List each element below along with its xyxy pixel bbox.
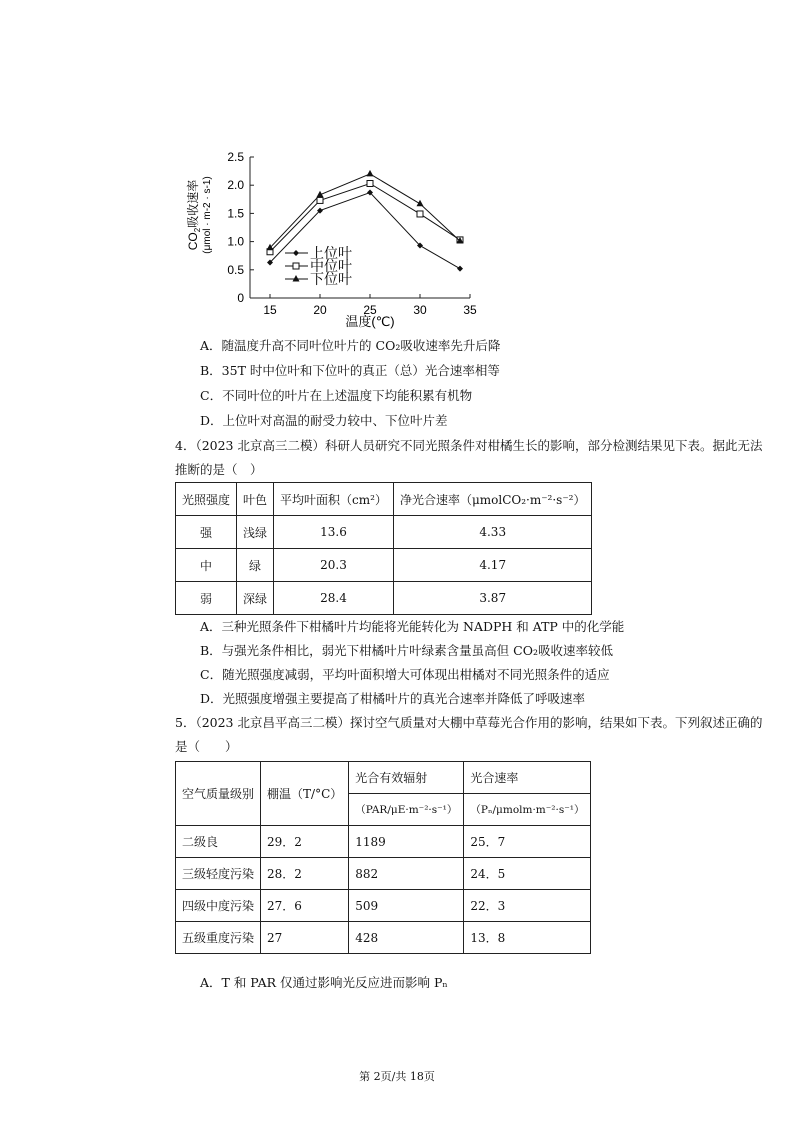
- table-cell: 弱: [176, 582, 237, 615]
- data-point: [317, 197, 323, 203]
- x-axis-label: 温度(℃): [345, 314, 395, 329]
- header-cell: 净光合速率（μmolCO₂·m⁻²·s⁻²）: [393, 483, 592, 516]
- table-cell: 4.33: [393, 516, 592, 549]
- legend-label: 中位叶: [310, 258, 352, 274]
- table-cell: 13．8: [464, 922, 591, 954]
- table-row: [176, 890, 591, 922]
- table-cell: 20.3: [274, 549, 394, 582]
- page-footer: 第 2页/共 18页: [359, 1070, 435, 1083]
- table-cell: 27．6: [261, 890, 349, 922]
- table-cell: 13.6: [274, 516, 394, 549]
- table-row: [176, 922, 591, 954]
- table-cell: 中: [176, 549, 237, 582]
- q3-option-d: D．上位叶对高温的耐受力较中、下位叶片差: [200, 413, 448, 428]
- q4-option-b: B．与强光条件相比，弱光下柑橘叶片叶绿素含量虽高但 CO₂吸收速率较低: [200, 643, 613, 658]
- table-cell: 二级良: [176, 826, 261, 858]
- x-tick-label: 35: [463, 303, 477, 317]
- y-tick-label: 2.5: [227, 150, 244, 164]
- table-row: [176, 858, 591, 890]
- q5-table: [175, 761, 591, 954]
- y-tick-label: 2.0: [227, 178, 244, 193]
- table-cell: 4.17: [393, 549, 592, 582]
- x-tick-label: 20: [313, 303, 327, 317]
- legend-marker: [293, 275, 300, 282]
- q4-table: [175, 482, 592, 615]
- q4-option-a: A．三种光照条件下柑橘叶片均能将光能转化为 NADPH 和 ATP 中的化学能: [200, 619, 625, 634]
- table-header-row: [176, 483, 592, 516]
- series-diamond: [267, 190, 463, 272]
- table-cell: 28.4: [274, 582, 394, 615]
- table-cell: 强: [176, 516, 237, 549]
- table-cell: 509: [349, 890, 464, 922]
- y-label-sub: 2: [193, 227, 202, 233]
- q3-option-a: A．随温度升高不同叶位叶片的 CO₂吸收速率先升后降: [200, 338, 501, 353]
- q3-option-c: C．不同叶位的叶片在上述温度下均能积累有机物: [200, 388, 473, 403]
- q5-option-a: A．T 和 PAR 仅通过影响光反应进而影响 Pₙ: [200, 975, 448, 990]
- x-tick-label: 25: [363, 303, 377, 317]
- q4-stem-line1: 4．（2023 北京高三二模）科研人员研究不同光照条件对柑橘生长的影响，部分检测结果见下表。据此无法: [175, 438, 763, 453]
- table-cell: 882: [349, 858, 464, 890]
- table-cell: 绿: [237, 549, 274, 582]
- q4-option-c: C．随光照强度减弱，平均叶面积增大可体现出柑橘对不同光照条件的适应: [200, 667, 610, 682]
- table-cell: 1189: [349, 826, 464, 858]
- legend-label: 上位叶: [310, 245, 352, 261]
- table-cell: 3.87: [393, 582, 592, 615]
- legend-label: 下位叶: [310, 271, 352, 287]
- table-cell: 五级重度污染: [176, 922, 261, 954]
- chart-series: [267, 170, 464, 272]
- x-tick-label: 30: [413, 303, 427, 317]
- header-cell: 平均叶面积（cm²）: [274, 483, 394, 516]
- table-row: [176, 582, 592, 615]
- series-square: [267, 181, 463, 255]
- q5-stem-line2: 是（ ）: [175, 739, 238, 754]
- table-header-row: [176, 762, 591, 794]
- chart-legend: [285, 245, 352, 287]
- table-cell: 28．2: [261, 858, 349, 890]
- table-cell: 27: [261, 922, 349, 954]
- data-point: [417, 200, 424, 207]
- data-point: [457, 266, 463, 272]
- header-cell: （Pₙ/μmolm·m⁻²·s⁻¹）: [464, 794, 591, 826]
- header-cell: 叶色: [237, 483, 274, 516]
- table-row: [176, 549, 592, 582]
- x-tick-label: 15: [263, 303, 277, 317]
- chart-ticks: [227, 150, 477, 317]
- svg-text:CO2吸收速率: [185, 180, 202, 250]
- y-label-unit: (μmol · m-2 · s-1): [202, 176, 213, 254]
- data-point: [367, 181, 373, 187]
- q4-stem-line2: 推断的是（ ）: [175, 462, 263, 477]
- table-cell: 22．3: [464, 890, 591, 922]
- table-cell: 428: [349, 922, 464, 954]
- table-cell: 24．5: [464, 858, 591, 890]
- series-triangle: [267, 170, 464, 250]
- header-cell: 光照强度: [176, 483, 237, 516]
- legend-marker: [293, 263, 299, 269]
- table-cell: 三级轻度污染: [176, 858, 261, 890]
- co2-absorption-chart: [180, 145, 480, 335]
- header-cell: 光合有效辐射: [349, 762, 464, 794]
- y-axis-label: [185, 176, 213, 253]
- y-tick-label: 1.0: [227, 234, 244, 249]
- data-point: [417, 211, 423, 217]
- y-label-co: CO: [186, 232, 200, 251]
- table-cell: 四级中度污染: [176, 890, 261, 922]
- header-cell: 光合速率: [464, 762, 591, 794]
- y-label-rest: 吸收速率: [186, 179, 200, 228]
- table-cell: 深绿: [237, 582, 274, 615]
- data-point: [367, 170, 374, 177]
- table-cell: 25．7: [464, 826, 591, 858]
- table-cell: 浅绿: [237, 516, 274, 549]
- q4-option-d: D．光照强度增强主要提高了柑橘叶片的真光合速率并降低了呼吸速率: [200, 691, 586, 706]
- legend-marker: [293, 250, 299, 256]
- y-tick-label: 0: [237, 291, 244, 305]
- series-line: [270, 193, 460, 269]
- y-tick-label: 0.5: [227, 262, 244, 277]
- q3-option-b: B．35T 时中位叶和下位叶的真正（总）光合速率相等: [200, 363, 500, 378]
- table-row: [176, 516, 592, 549]
- y-tick-label: 1.5: [227, 206, 244, 221]
- table-cell: 29．2: [261, 826, 349, 858]
- header-cell: （PAR/μE·m⁻²·s⁻¹）: [349, 794, 464, 826]
- header-cell: 棚温（T/°C）: [261, 762, 349, 826]
- table-row: [176, 826, 591, 858]
- header-cell: 空气质量级别: [176, 762, 261, 826]
- q5-stem-line1: 5．（2023 北京昌平高三二模）探讨空气质量对大棚中草莓光合作用的影响，结果如下表。下列叙述正确的: [175, 715, 763, 730]
